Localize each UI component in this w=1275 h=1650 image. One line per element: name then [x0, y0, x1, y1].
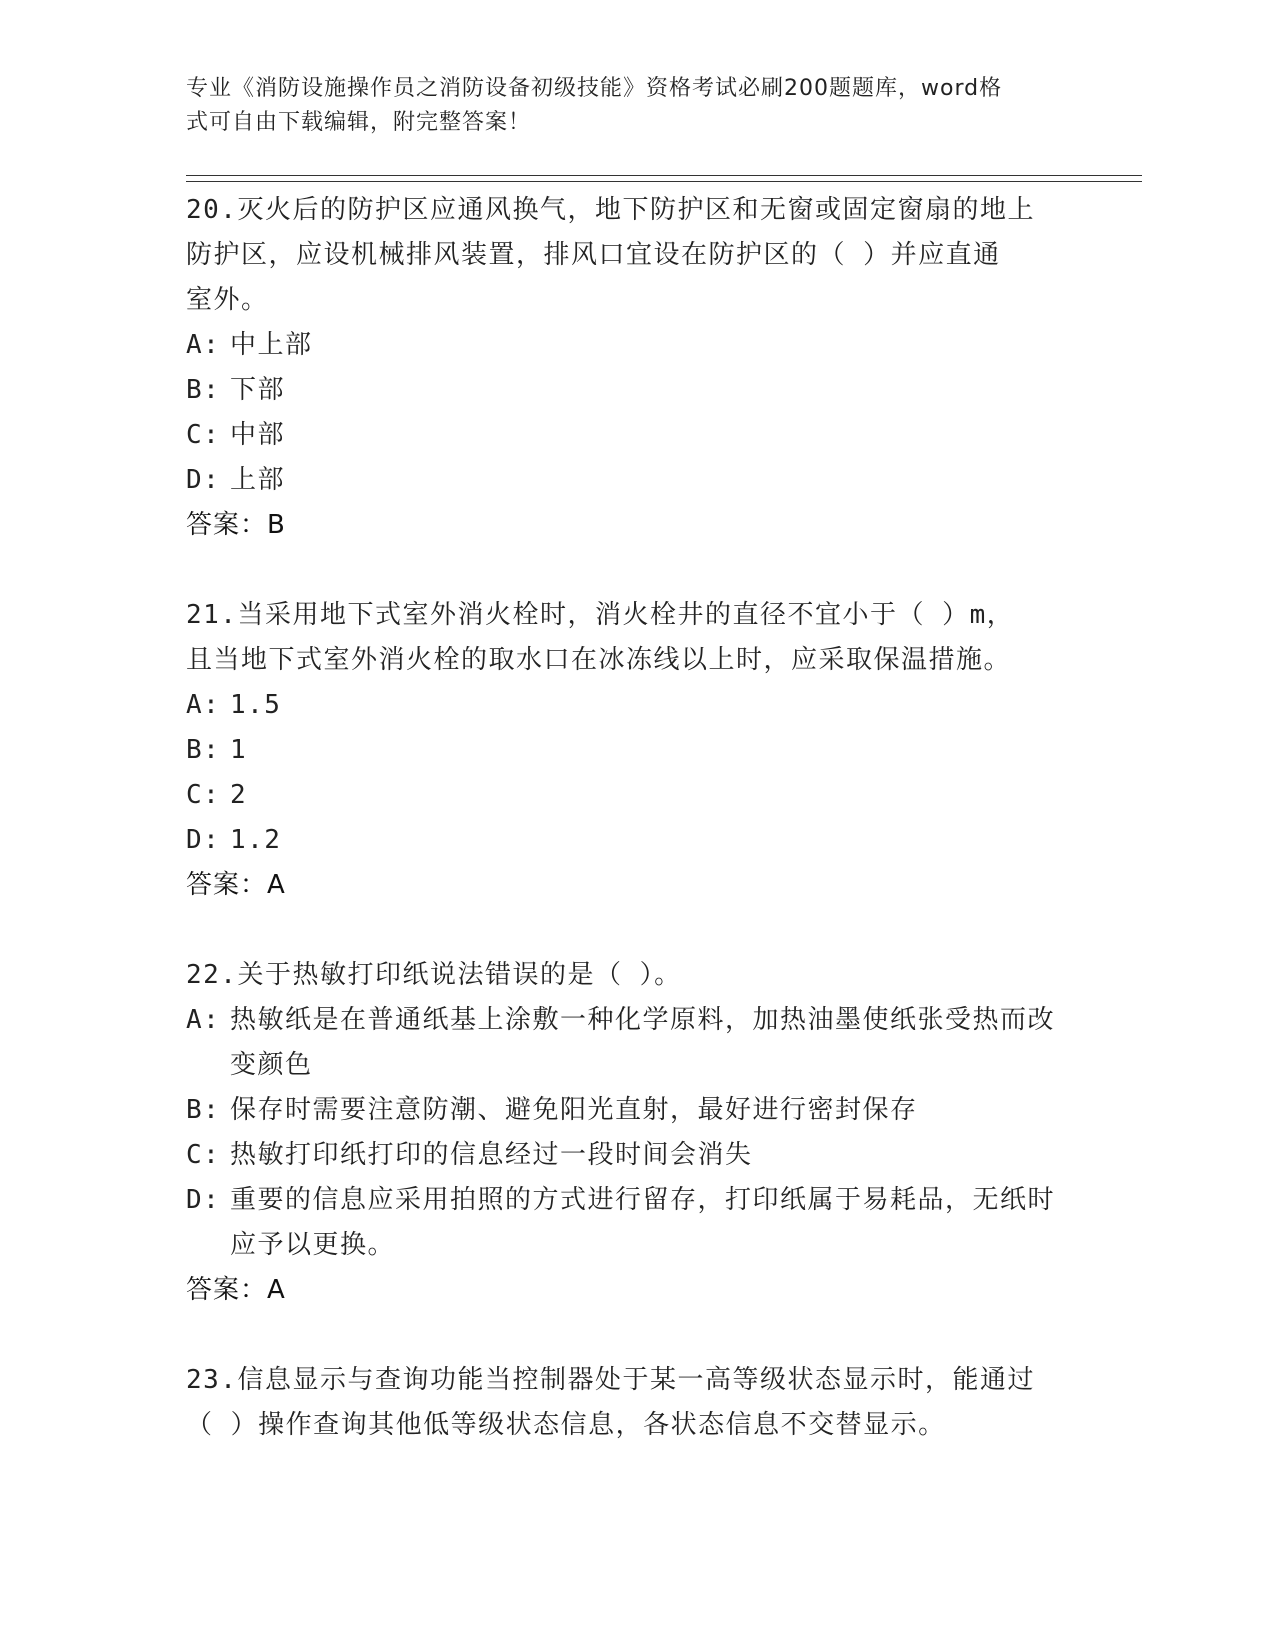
- option-text: 中上部: [230, 330, 313, 360]
- option-key: B:: [186, 375, 221, 405]
- option-text: 2: [230, 780, 248, 810]
- option-key: A:: [186, 690, 221, 720]
- option-d: [186, 1178, 1076, 1268]
- option-key: A:: [186, 330, 221, 360]
- option-text: 保存时需要注意防潮、避免阳光直射，最好进行密封保存: [230, 1095, 918, 1125]
- question-stem-line: 且当地下式室外消火栓的取水口在冰冻线以上时，应采取保温措施。: [186, 645, 1012, 675]
- option-key: A:: [186, 1005, 221, 1035]
- question-item: [186, 1358, 1076, 1448]
- question-list: [186, 188, 1076, 1493]
- question-stem-line: 防护区，应设机械排风装置，排风口宜设在防护区的（ ）并应直通: [186, 240, 1001, 270]
- question-stem-line: 23.信息显示与查询功能当控制器处于某一高等级状态显示时，能通过: [186, 1365, 1035, 1395]
- question-stem-line: 20.灭火后的防护区应通风换气，地下防护区和无窗或固定窗扇的地上: [186, 195, 1035, 225]
- option-c: [186, 1133, 1076, 1178]
- option-c: [186, 773, 1076, 818]
- option-key: C:: [186, 780, 221, 810]
- option-key: B:: [186, 735, 221, 765]
- option-text: 热敏纸是在普通纸基上涂敷一种化学原料，加热油墨使纸张受热而改变颜色: [230, 1005, 1056, 1080]
- option-b: [186, 368, 1076, 413]
- option-text: 中部: [230, 420, 286, 450]
- option-key: C:: [186, 1140, 221, 1170]
- question-item: [186, 188, 1076, 548]
- header-title-line-1: 专业《消防设施操作员之消防设备初级技能》资格考试必刷200题题库，word格: [186, 76, 1003, 101]
- question-stem-line: 22.关于热敏打印纸说法错误的是（ ）。: [186, 960, 682, 990]
- option-text: 重要的信息应采用拍照的方式进行留存，打印纸属于易耗品，无纸时应予以更换。: [230, 1185, 1056, 1260]
- option-key: B:: [186, 1095, 221, 1125]
- option-key: D:: [186, 1185, 221, 1215]
- option-key: D:: [186, 465, 221, 495]
- question-stem-line: 21.当采用地下式室外消火栓时，消火栓井的直径不宜小于（ ）m，: [186, 600, 1015, 630]
- option-key: D:: [186, 825, 221, 855]
- option-a: [186, 323, 1076, 368]
- option-d: [186, 818, 1076, 863]
- option-text: 上部: [230, 465, 286, 495]
- option-text: 1.2: [230, 825, 282, 855]
- option-text: 1: [230, 735, 248, 765]
- question-item: [186, 593, 1076, 908]
- document-header: [186, 72, 1066, 140]
- answer-line: 答案：B: [186, 510, 286, 540]
- answer-line: 答案：A: [186, 870, 286, 900]
- option-text: 热敏打印纸打印的信息经过一段时间会消失: [230, 1140, 753, 1170]
- option-text: 1.5: [230, 690, 282, 720]
- header-divider-bottom: [186, 181, 1142, 182]
- option-c: [186, 413, 1076, 458]
- question-stem-line: 室外。: [186, 285, 269, 315]
- option-key: C:: [186, 420, 221, 450]
- question-stem-line: （ ）操作查询其他低等级状态信息，各状态信息不交替显示。: [186, 1410, 946, 1440]
- option-d: [186, 458, 1076, 503]
- option-b: [186, 1088, 1076, 1133]
- answer-line: 答案：A: [186, 1275, 286, 1305]
- option-a: [186, 998, 1076, 1088]
- option-b: [186, 728, 1076, 773]
- option-a: [186, 683, 1076, 728]
- option-text: 下部: [230, 375, 286, 405]
- question-item: [186, 953, 1076, 1313]
- header-title-line-2: 式可自由下载编辑，附完整答案！: [186, 110, 532, 135]
- header-divider-top: [186, 175, 1142, 176]
